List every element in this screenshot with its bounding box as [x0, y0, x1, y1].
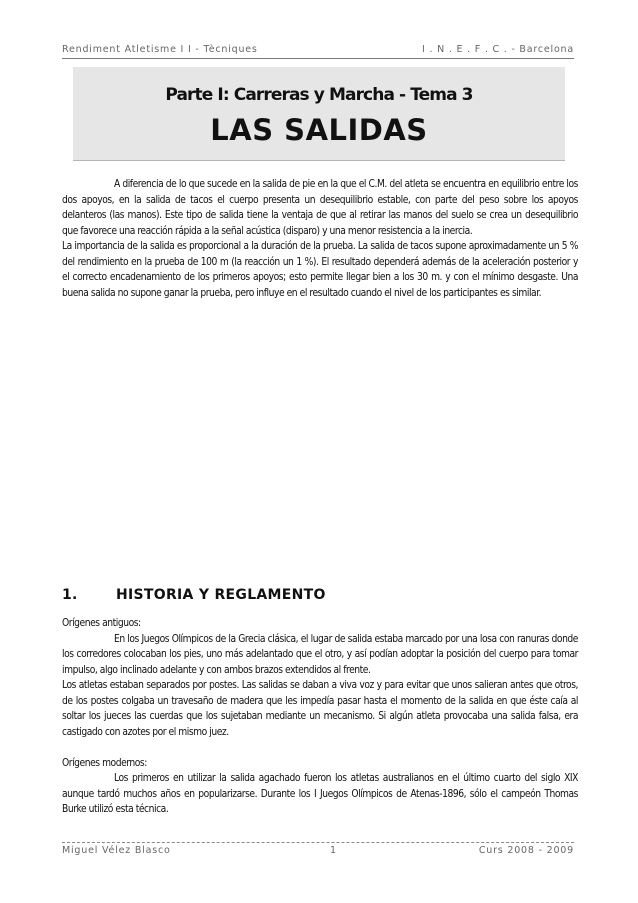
- page-footer: [62, 842, 574, 861]
- intro-paragraph-1: A diferencia de lo que sucede en la salida de pie en la que el C.M. del atleta se encuentra en equilibrio entre los dos apoyos, en la salida de tacos el cuerpo presenta un desequilibrio estable, con parte del peso sobre los apoyos delanteros (las manos). Este tipo de salida tiene la ventaja de que al retirar las manos del suelo se crea un desequilibrio que favorece una reacción rápida a la señal acústica (disparo) y una menor resistencia a la inercia.: [62, 179, 578, 237]
- document-subtitle: Parte I: Carreras y Marcha - Tema 3: [165, 85, 473, 105]
- paragraph-gap: [62, 740, 578, 756]
- header-institution: I . N . E . F . C . - Barcelona: [422, 44, 574, 55]
- section-title: HISTORIA Y REGLAMENTO: [116, 587, 326, 603]
- modern-paragraph-1: Los primeros en utilizar la salida agachado fueron los atletas australianos en el último cuarto del siglo XIX aunque tardó muchos años en popularizarse. Durante los I Juegos Olímpicos de Atenas-1896, sólo el campeón Thomas Burke utilizó esta técnica.: [62, 773, 578, 815]
- ancient-paragraph-2: Los atletas estaban separados por postes. Las salidas se daban a viva voz y para evitar que unos salieran antes que otros, de los postes colgaba un travesaño de madera que les impedía pasar hasta el momento de la salida en que éste caía al soltar los jueces las cuerdas que los sujetaban mediante un mecanismo. Si algún atleta provocaba una salida falsa, era castigado con azotes por el mismo juez.: [62, 680, 578, 738]
- subsection-label-ancient: Orígenes antiguos:: [62, 618, 141, 629]
- intro-section: [62, 177, 578, 301]
- subsection-label-modern: Orígenes modernos:: [62, 757, 147, 769]
- footer-year: Curs 2008 - 2009: [478, 845, 574, 856]
- footer-author: Miguel Vélez Blasco: [62, 845, 171, 856]
- section-number: 1.: [62, 587, 78, 603]
- ancient-paragraph-1: En los Juegos Olímpicos de la Grecia clásica, el lugar de salida estaba marcado por una losa con ranuras donde los corredores colocaban los pies, uno más adelantado que el otro, y así podían adoptar la posición del cuerpo para tomar impulso, algo inclinado adelante y con ambos brazos extendidos al frente.: [62, 633, 578, 676]
- title-box: [73, 67, 565, 161]
- header-course: Rendiment Atletisme I I - Tècniques: [62, 44, 258, 55]
- section-body: [62, 616, 578, 818]
- footer-page-number: 1: [330, 845, 337, 856]
- document-title: LAS SALIDAS: [210, 113, 428, 147]
- section-heading: [62, 587, 326, 603]
- page-header: [62, 44, 574, 59]
- intro-paragraph-2: La importancia de la salida es proporcional a la duración de la prueba. La salida de tacos supone aproximadamente un 5 % del rendimiento en la prueba de 100 m (la reacción un 1 %). El resultado dependerá además de la aceleración posterior y el correcto encadenamiento de los primeros apoyos; esto permite llegar bien a los 30 m. y con el mínimo desgaste. Una buena salida no supone ganar la prueba, pero influye en el resultado cuando el nivel de los participantes es similar.: [62, 241, 578, 299]
